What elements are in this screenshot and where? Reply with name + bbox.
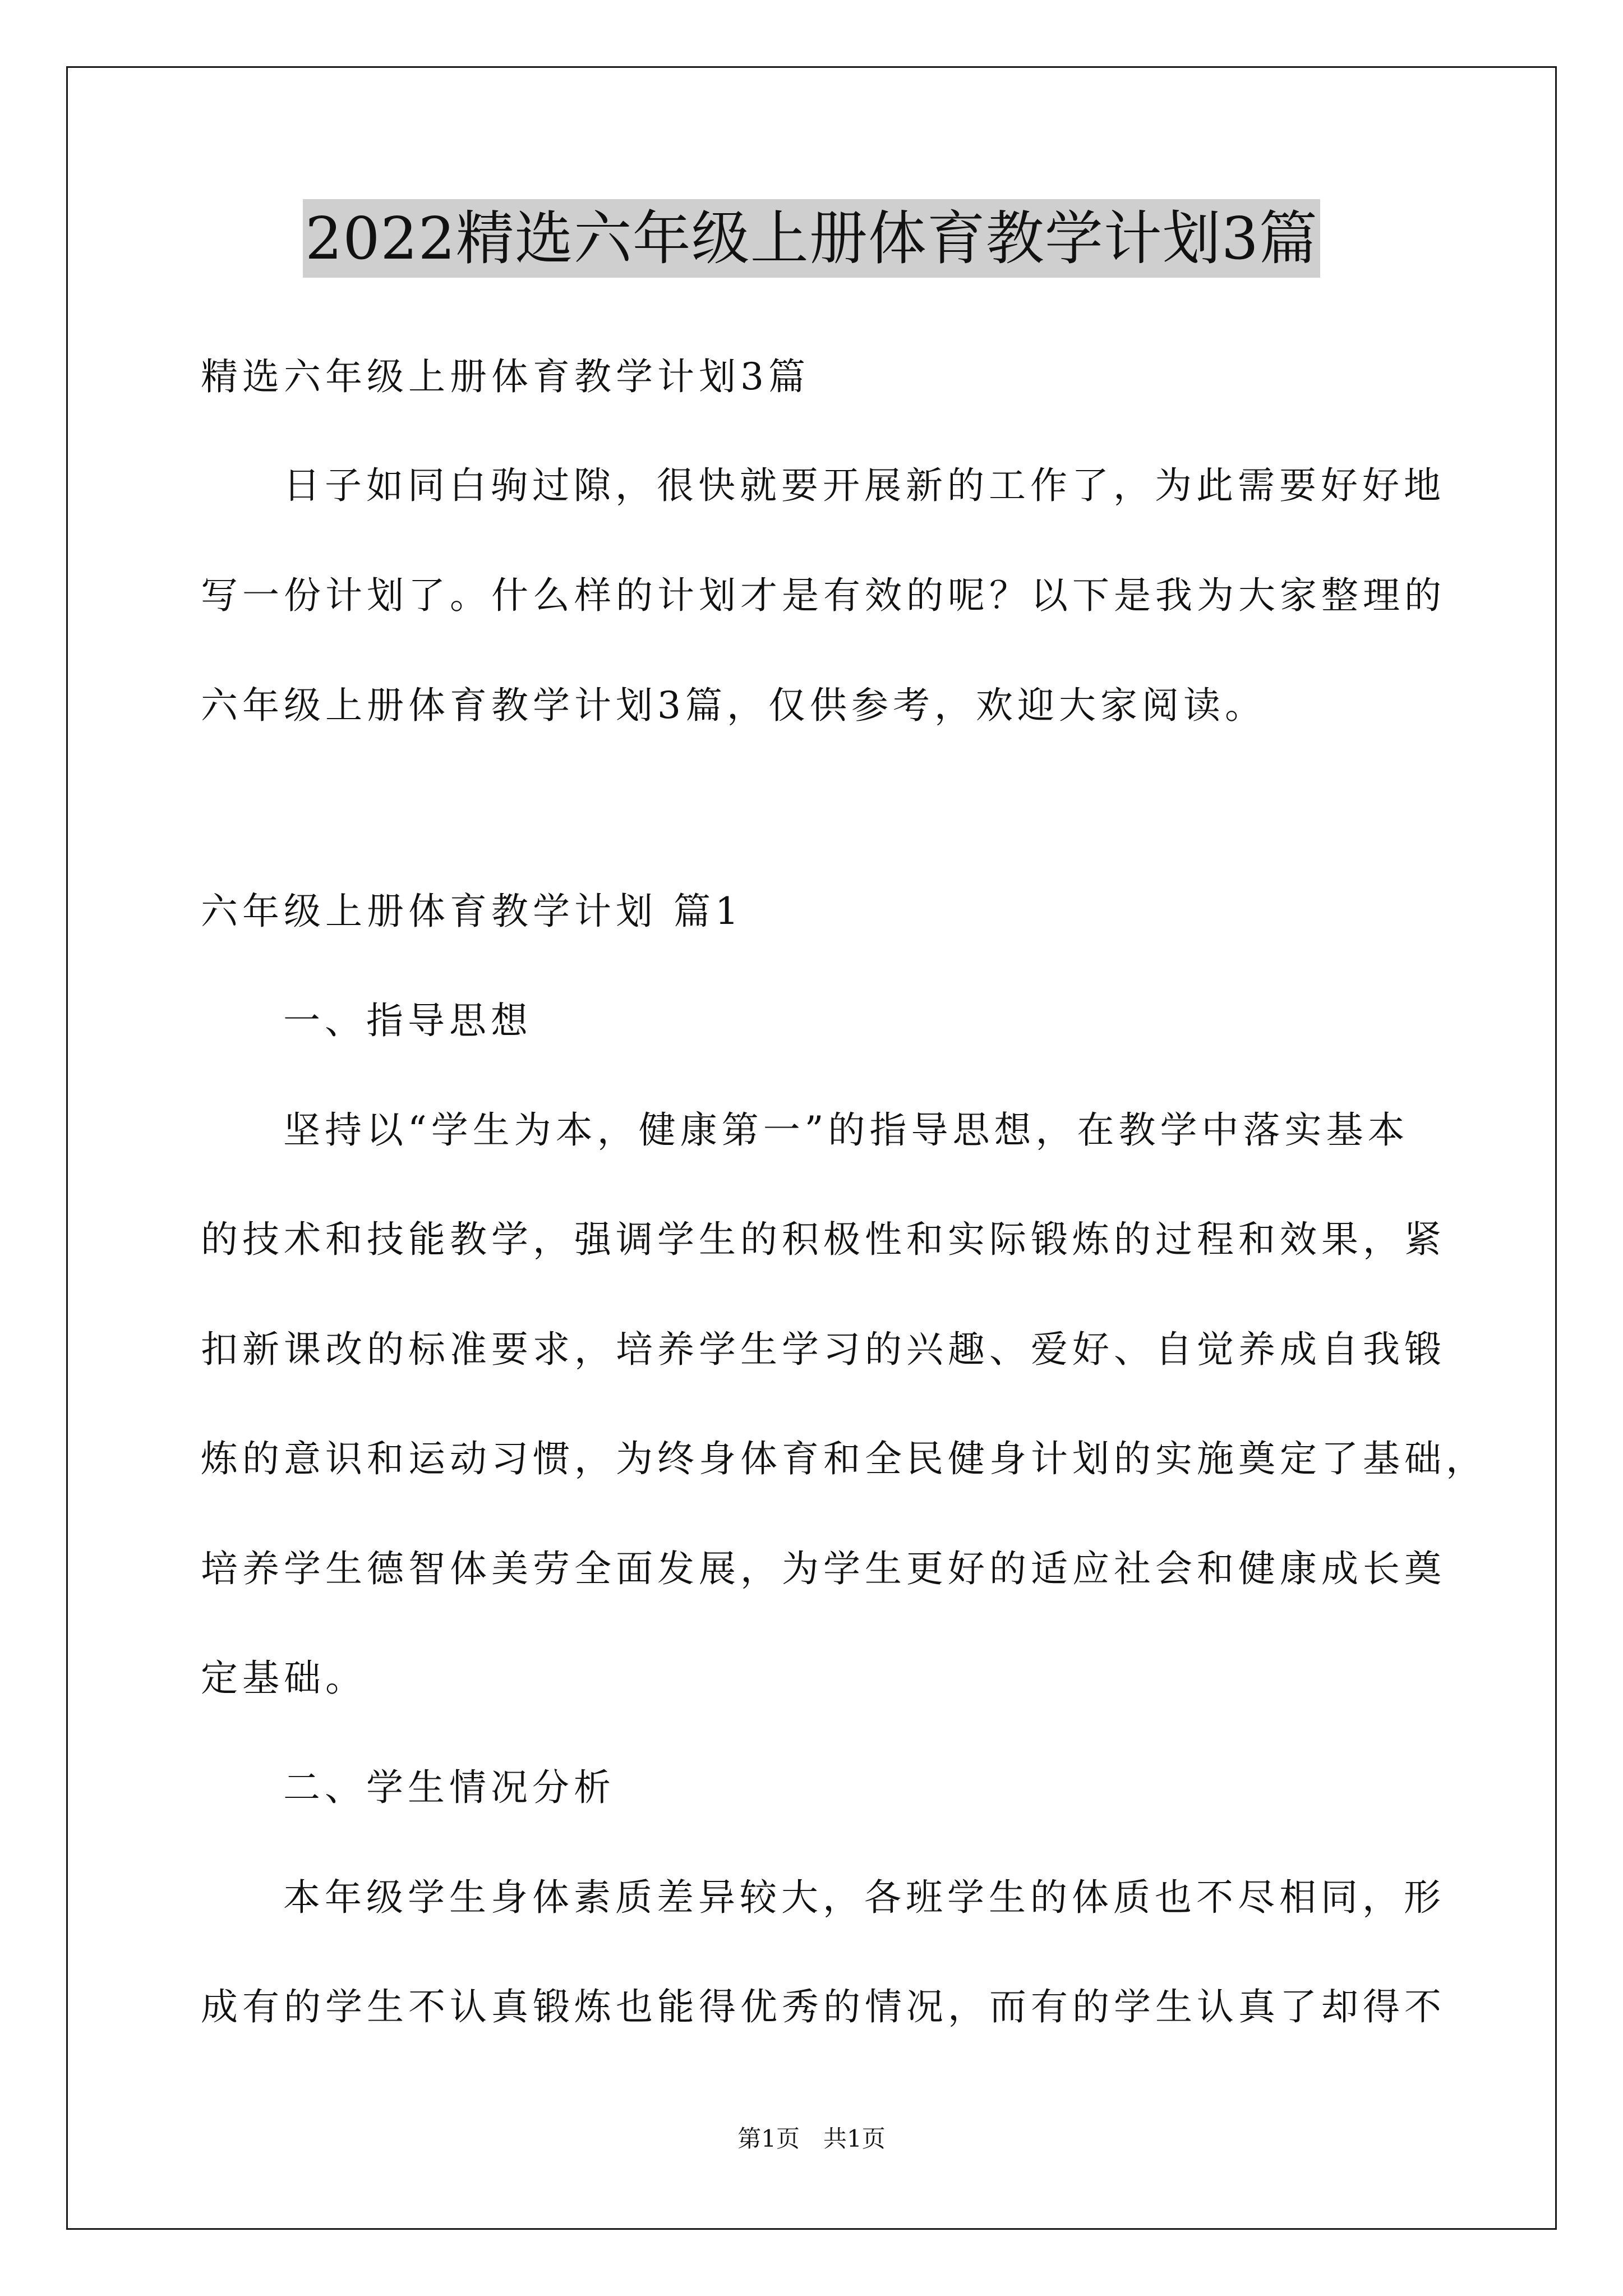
- intro-line-2: 写一份计划了。什么样的计划才是有效的呢？以下是我为大家整理的: [201, 574, 1446, 617]
- part1-line-4: 炼的意识和运动习惯，为终身体育和全民健身计划的实施奠定了基础，: [201, 1437, 1487, 1480]
- intro-line-3: 六年级上册体育教学计划3篇，仅供参考，欢迎大家阅读。: [201, 684, 1266, 727]
- part2-line-2: 成有的学生不认真锻炼也能得优秀的情况，而有的学生认真了却得不: [201, 1985, 1446, 2028]
- part2-line-1: 本年级学生身体素质差异较大，各班学生的体质也不尽相同，形: [283, 1876, 1445, 1919]
- section-heading: 六年级上册体育教学计划 篇1: [201, 890, 743, 933]
- intro-line-1: 日子如同白驹过隙，很快就要开展新的工作了，为此需要好好地: [283, 464, 1445, 507]
- part2-heading: 二、学生情况分析: [283, 1766, 615, 1809]
- part1-line-3: 扣新课改的标准要求，培养学生学习的兴趣、爱好、自觉养成自我锻: [201, 1328, 1446, 1371]
- part1-line-6: 定基础。: [201, 1657, 367, 1700]
- title-block: [0, 199, 1623, 278]
- page-footer: 第1页 共1页: [737, 2125, 886, 2152]
- part1-line-5: 培养学生德智体美劳全面发展，为学生更好的适应社会和健康成长奠: [201, 1547, 1446, 1590]
- document-subtitle: 精选六年级上册体育教学计划3篇: [201, 355, 810, 398]
- part1-line-2: 的技术和技能教学，强调学生的积极性和实际锻炼的过程和效果，紧: [201, 1218, 1446, 1261]
- document-title: 2022精选六年级上册体育教学计划3篇: [303, 199, 1320, 278]
- part1-heading: 一、指导思想: [283, 999, 532, 1042]
- part1-line-1: 坚持以“学生为本，健康第一”的指导思想，在教学中落实基本: [283, 1108, 1409, 1152]
